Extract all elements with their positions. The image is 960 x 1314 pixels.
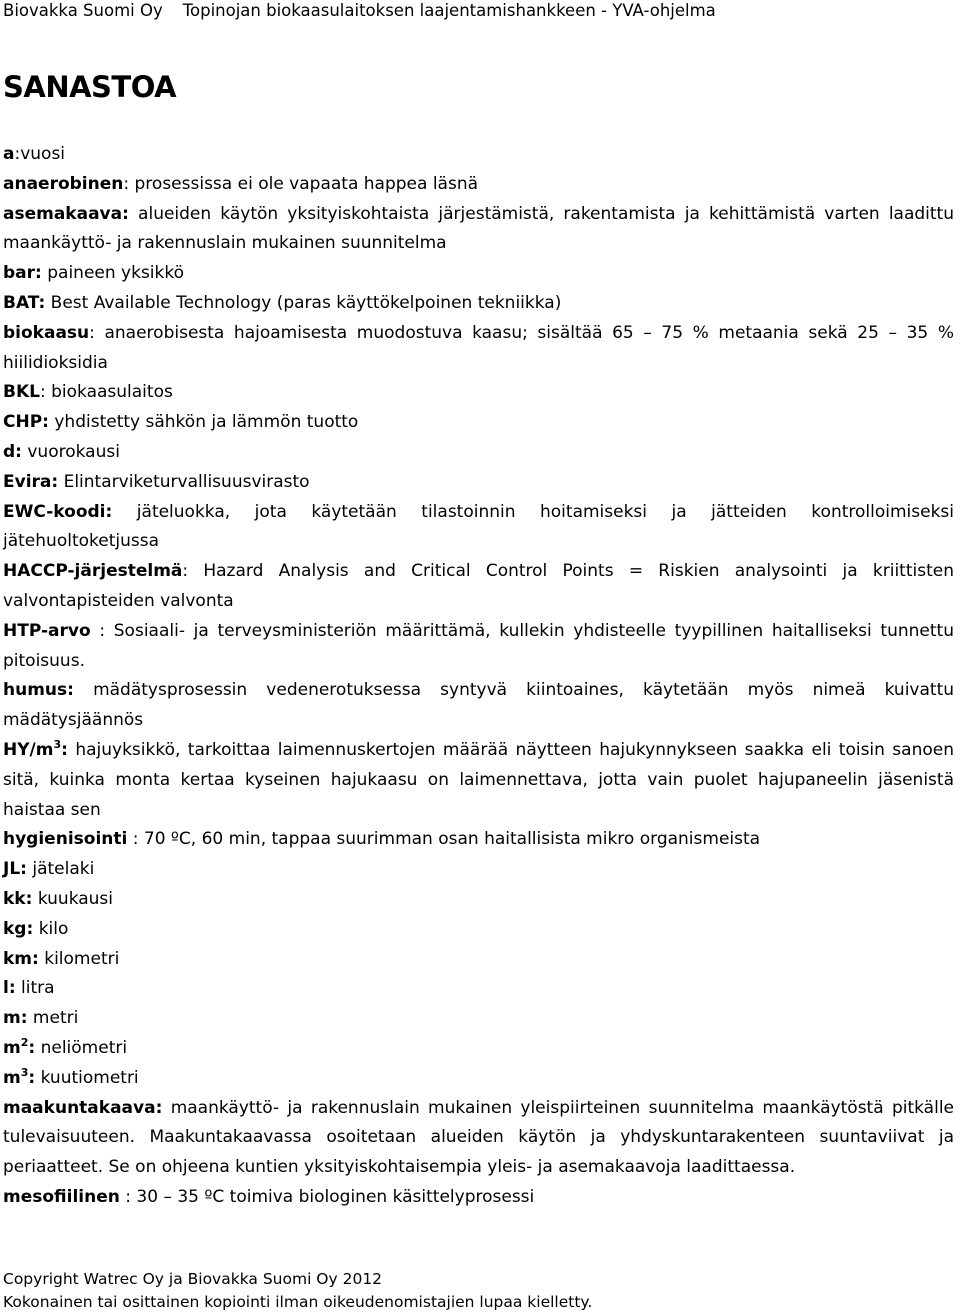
glossary-entry — [3, 885, 954, 915]
glossary-separator: : — [89, 322, 105, 343]
glossary-entry — [3, 1094, 954, 1183]
glossary-term — [3, 561, 182, 581]
glossary-term-text: mesofiilinen — [3, 1186, 120, 1207]
glossary-term-text: kk: — [3, 888, 33, 909]
glossary-term — [3, 323, 89, 343]
glossary-entry — [3, 617, 954, 677]
page-header — [3, 0, 716, 22]
glossary-term — [3, 1008, 28, 1028]
glossary-term — [3, 1187, 120, 1207]
glossary-separator — [112, 502, 137, 522]
glossary-entry — [3, 378, 954, 408]
glossary-term — [3, 680, 74, 700]
glossary-separator: : — [14, 144, 21, 164]
glossary-term-text: bar: — [3, 263, 42, 284]
glossary-term-text: km: — [3, 948, 39, 969]
glossary-entry — [3, 498, 954, 558]
glossary-separator: : — [119, 1186, 137, 1207]
glossary-term — [3, 621, 91, 641]
glossary-term-superscript: 3 — [53, 737, 62, 751]
glossary-entry — [3, 855, 954, 885]
glossary-definition: metri — [32, 1008, 79, 1029]
glossary-term — [3, 919, 33, 939]
glossary-definition: jäteluokka, jota käytetään tilastoinnin hoitamiseksi ja jätteiden kontrolloimiseksi jätehuoltoketjussa — [3, 501, 954, 552]
glossary-separator: : — [182, 561, 204, 582]
glossary-definition: Best Available Technology (paras käyttökelpoinen tekniikka) — [50, 292, 562, 313]
glossary-entry — [3, 200, 954, 260]
glossary-term-text: HTP-arvo — [3, 620, 91, 641]
glossary-term-superscript: 2 — [20, 1035, 29, 1049]
glossary-term-text: a — [3, 144, 15, 164]
glossary-term — [3, 382, 40, 402]
glossary-entry — [3, 438, 954, 468]
glossary-definition: litra — [21, 978, 55, 999]
glossary-term-text: d: — [3, 441, 22, 462]
glossary-term — [3, 204, 129, 224]
glossary-term-text: humus: — [3, 680, 74, 701]
glossary-entry — [3, 1183, 954, 1213]
glossary-term-text: CHP: — [3, 412, 49, 433]
glossary-definition: Hazard Analysis and Critical Control Points = Riskien analysointi ja kriittisten valvontapisteiden valvonta — [3, 561, 954, 611]
glossary-entry — [3, 1004, 954, 1034]
glossary-definition: yhdistetty sähkön ja lämmön tuotto — [54, 412, 359, 433]
glossary-separator — [74, 680, 93, 700]
glossary-term-text: m: — [3, 1008, 28, 1029]
glossary-term-text: hygienisointi — [3, 829, 128, 850]
glossary-entry — [3, 1034, 954, 1064]
glossary-entry — [3, 289, 954, 319]
glossary-definition: mädätysprosessin vedenerotuksessa syntyvä kiintoaines, käytetään myös nimeä kuivattu mädätysjäännös — [3, 680, 955, 731]
glossary-term — [3, 502, 112, 522]
glossary-entry — [3, 974, 954, 1004]
glossary-definition: neliömetri — [40, 1037, 128, 1058]
glossary-entry — [3, 140, 954, 170]
glossary-entry — [3, 557, 954, 617]
glossary-separator — [129, 204, 138, 224]
glossary-term — [3, 1035, 36, 1058]
glossary-definition: Elintarviketurvallisuusvirasto — [63, 471, 310, 492]
glossary-term — [3, 889, 32, 909]
glossary-term-superscript: 3 — [20, 1065, 29, 1079]
glossary-term-text: kg: — [3, 918, 34, 939]
glossary-term-suffix: : — [28, 1037, 36, 1058]
glossary-term-text: anaerobinen — [3, 173, 124, 194]
glossary-term — [3, 1065, 36, 1088]
glossary-entry — [3, 915, 954, 945]
glossary-term — [3, 442, 22, 462]
glossary-term — [3, 1098, 162, 1118]
glossary-separator: : — [123, 173, 135, 194]
glossary-definition: 30 – 35 ºC toimiva biologinen käsittelyprosessi — [136, 1186, 535, 1207]
glossary-definition: biokaasulaitos — [51, 382, 173, 403]
glossary-definition: jätelaki — [32, 859, 95, 880]
glossary-entry — [3, 1064, 954, 1094]
glossary-term — [3, 144, 14, 164]
glossary-term-text: l: — [3, 978, 16, 999]
glossary-term — [3, 859, 27, 879]
glossary-separator — [162, 1098, 170, 1118]
glossary-entry — [3, 319, 954, 379]
glossary-entry — [3, 736, 954, 825]
glossary-separator: : — [127, 829, 144, 850]
glossary-term-text: m — [3, 1067, 21, 1088]
glossary-definition: kuutiometri — [40, 1067, 139, 1088]
glossary-entry — [3, 676, 954, 736]
glossary-entry — [3, 945, 954, 975]
page-title: SANASTOA — [3, 70, 177, 104]
glossary-term-text: Evira: — [3, 471, 59, 492]
glossary-term — [3, 949, 39, 969]
glossary-term-text: HY/m — [3, 739, 54, 760]
glossary-definition: alueiden käytön yksityiskohtaista järjestämistä, rakentamista ja kehittämistä varten laadittu maankäyttö- ja rakennuslain mukainen suunnitelma — [3, 203, 954, 254]
glossary-definition: vuosi — [20, 144, 66, 164]
glossary-term — [3, 293, 45, 313]
glossary-definition: maankäyttö- ja rakennuslain mukainen yleispiirteinen suunnitelma maankäytöstä pitkälle tulevaisuuteen. Maakuntakaavassa osoitetaan alueiden käytön ja yhdyskuntarakenteen suuntaviivat ja periaatteet. Se on ohjeena kuntien yksityiskohtaisempia yleis- ja asemakaavoja laadittaessa. — [3, 1097, 954, 1178]
glossary-definition: paineen yksikkö — [47, 263, 185, 284]
glossary-term-text: BAT: — [3, 292, 46, 313]
header-project: Topinojan biokaasulaitoksen laajentamishankkeen - YVA-ohjelma — [182, 1, 716, 20]
glossary-term-text: maakuntakaava: — [3, 1097, 163, 1118]
glossary-term — [3, 472, 58, 492]
glossary-term — [3, 174, 123, 194]
footer-notice: Kokonainen tai osittainen kopiointi ilman oikeudenomistajien lupaa kielletty. — [3, 1293, 593, 1311]
page-footer — [3, 1268, 592, 1314]
glossary-separator: : — [90, 620, 114, 641]
footer-copyright: Copyright Watrec Oy ja Biovakka Suomi Oy 2012 — [3, 1270, 383, 1288]
glossary-term — [3, 978, 16, 998]
glossary-definition: hajuyksikkö, tarkoittaa laimennuskertojen määrää näytteen hajukynnykseen saakka eli toisin sanoen sitä, kuinka monta kertaa kyseinen hajukaasu on laimennettava, jotta vain puolet hajupaneelin jäsenistä haistaa sen — [3, 739, 954, 820]
glossary-entry — [3, 825, 954, 855]
glossary-definition: vuorokausi — [27, 441, 120, 462]
glossary-term — [3, 263, 42, 283]
glossary-term-text: m — [3, 1037, 21, 1058]
glossary-term-text: asemakaava: — [3, 203, 129, 224]
glossary-term-text: JL: — [3, 859, 27, 880]
header-company: Biovakka Suomi Oy — [3, 1, 163, 20]
glossary-list — [3, 140, 954, 1213]
glossary-definition: anaerobisesta hajoamisesta muodostuva kaasu; sisältää 65 – 75 % metaania sekä 25 – 35 % hiilidioksidia — [3, 322, 954, 373]
glossary-entry — [3, 408, 954, 438]
glossary-entry — [3, 170, 954, 200]
glossary-term-text: BKL — [3, 382, 40, 403]
glossary-entry — [3, 468, 954, 498]
glossary-definition: kilo — [38, 918, 69, 939]
glossary-separator: : — [39, 382, 52, 403]
glossary-definition: kilometri — [44, 948, 120, 969]
glossary-definition: prosessissa ei ole vapaata happea läsnä — [134, 173, 479, 194]
glossary-term-suffix: : — [61, 739, 68, 760]
glossary-term-text: EWC-koodi: — [3, 501, 113, 522]
glossary-definition: Sosiaali- ja terveysministeriön määrittämä, kullekin yhdisteelle tyypillinen haitalliseksi tunnettu pitoisuus. — [3, 620, 954, 671]
glossary-entry — [3, 259, 954, 289]
glossary-term — [3, 737, 68, 760]
glossary-term — [3, 829, 127, 849]
glossary-term-text: HACCP-järjestelmä — [3, 561, 183, 582]
glossary-definition: kuukausi — [37, 888, 114, 909]
glossary-term-suffix: : — [28, 1067, 36, 1088]
glossary-term — [3, 412, 49, 432]
glossary-term-text: biokaasu — [3, 322, 90, 343]
glossary-definition: 70 ºC, 60 min, tappaa suurimman osan haitallisista mikro organismeista — [143, 829, 761, 850]
